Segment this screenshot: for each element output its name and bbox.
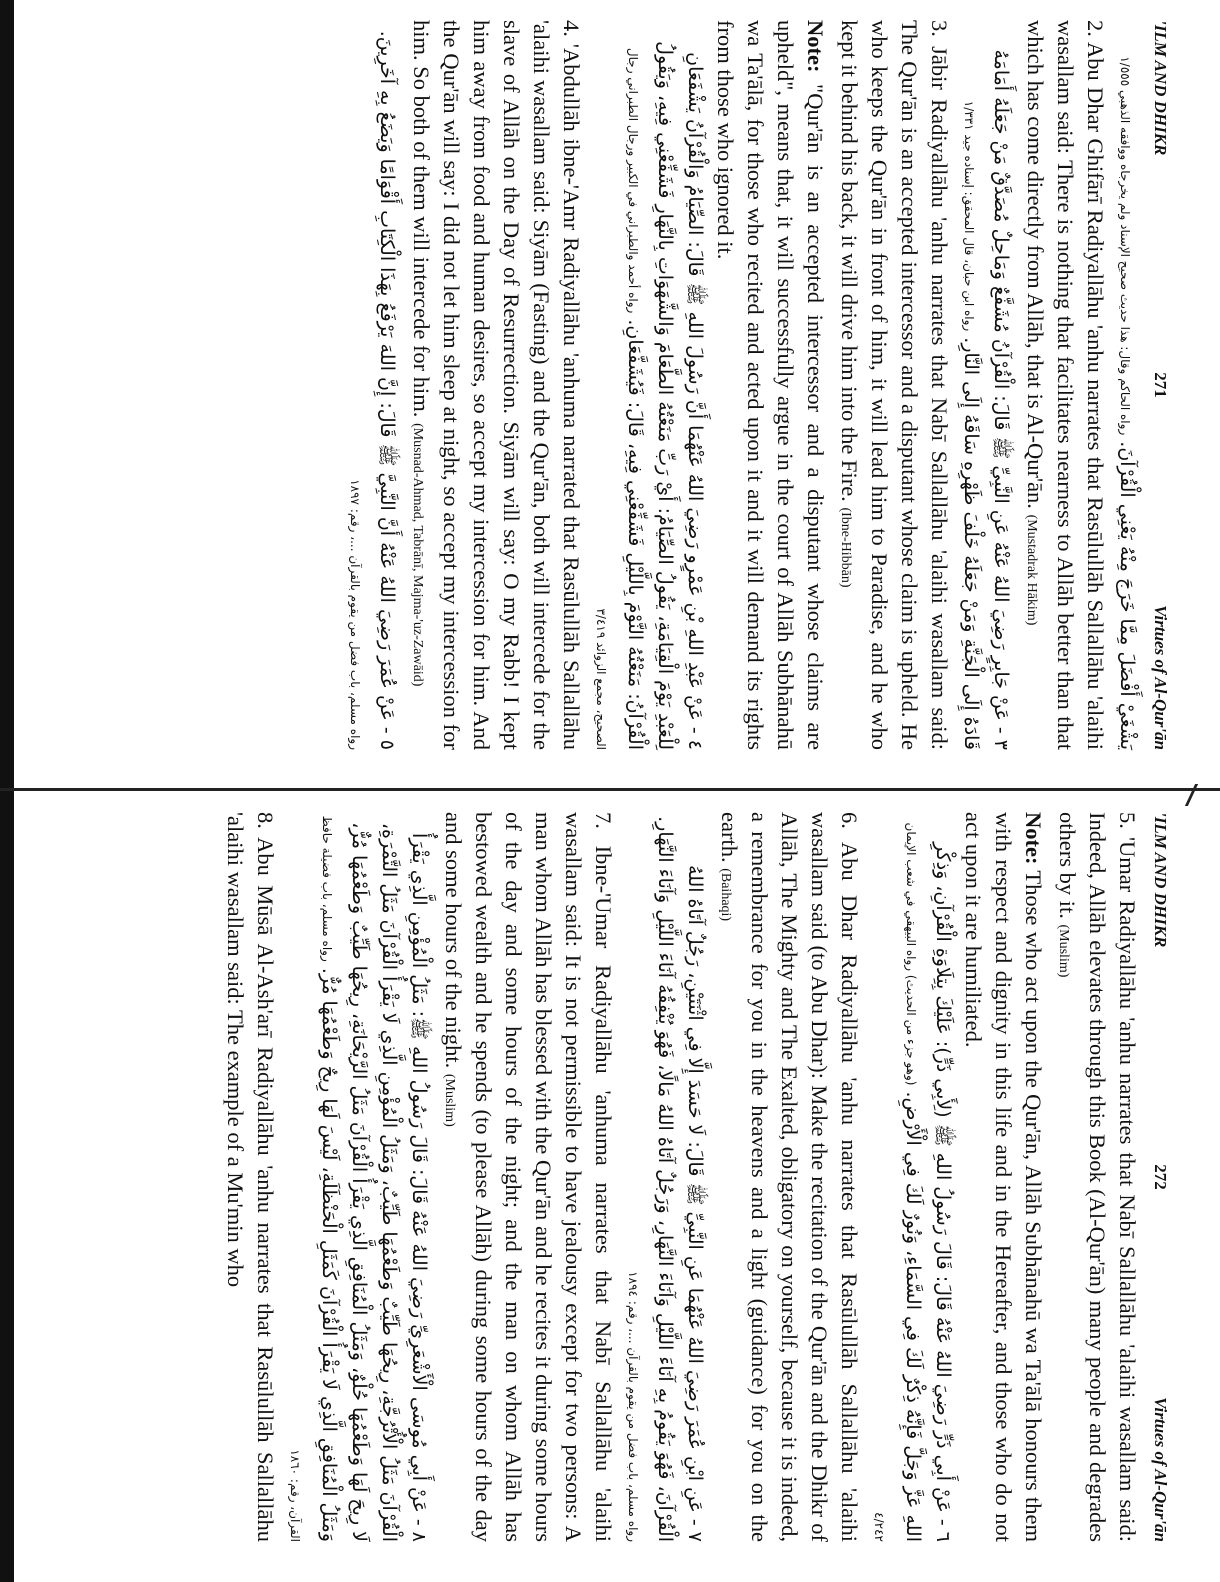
arabic-hadith: ٨ - عَنْ أَبِي مُوسَى الْأَشْعَرِيِّ رَضِيَ اللهُ عَنْهُ قَالَ: قَالَ رَسُولُ اللهِ ﷺ: مَثَلُ الْمُؤْمِنِ الَّذِي يَقْرَأُ الْقُرْآنَ مَثَلُ الْأُتْرُجَّةِ، رِيحُهَا طَيِّبٌ وَطَعْمُهَا طَيِّبٌ، وَمَثَلُ الْمُؤْمِنِ الَّذِي لَا يَقْرَأُ الْقُرْآنَ مَثَلُ التَّمْرَةِ، لَا رِيحَ لَهَا وَطَعْمُهَا حُلْوٌ، وَمَثَلُ الْمُنَافِقِ الَّذِي يَقْرَأُ الْقُرْآنَ مَثَلُ الرَّيْحَانَةِ، رِيحُهَا طَيِّبٌ وَطَعْمُهَا مُرٌّ، وَمَثَلُ الْمُنَافِقِ الَّذِي لَا يَقْرَأُ الْقُرْآنَ كَمَثَلِ الْحَنْظَلَةِ، لَيْسَ لَهَا رِيحٌ وَطَعْمُهَا مُرٌّ. bbox=[318, 822, 430, 1542]
translation: 4. 'Abdullāh ibne-'Amr Radiyallāhu 'anhuma narrated that Rasūlullāh Sallallāhu 'alaihi wasallam said: Siyām (Fasting) and the Qur'ān, both will intercede for the slave of Allāh on the Day of Resurrection. Siyām will say: O my Rabb! I kept him away from food and human desires, so accept my intercession for him. And the Qur'ān will say: I did not let him sleep at night, so accept my intercession for him. So both of them will intercede for him. bbox=[409, 20, 584, 750]
note-paragraph bbox=[710, 20, 830, 750]
translation: 7. Ibne-'Umar Radiyallāhu 'anhuma narrates that Nabī Sallallāhu 'alaihi wasallam said: It is not permissible to have jealousy except for two persons: A man whom Allāh has blessed with the Qur'ān and he recites it during some hours of the day and some hours of the night; and the man on whom Allāh has bestowed wealth and he spends (to please Allāh) during some hours of the day and some hours of the night. bbox=[441, 812, 616, 1542]
arabic-reference: رواه مسلم، باب فضل من يقوم بالقرآن ...، رقم: ١٨٩٤ bbox=[626, 1271, 640, 1542]
arabic-hadith: ٦ - عَنْ أَبِي ذَرٍّ رَضِيَ اللهُ عَنْهُ قَالَ: قَالَ رَسُولُ اللهِ ﷺ (لِأَبِي ذَرٍّ): عَلَيْكَ بِتِلَاوَةِ الْقُرْآنِ، وَذِكْرِ اللهِ عَزَّ وَجَلَّ فَإِنَّهُ ذِكْرٌ لَكَ فِي السَّمَاءِ، وَنُورٌ لَكَ فِي الْأَرْضِ. bbox=[902, 842, 954, 1542]
hadith-paragraph bbox=[830, 20, 954, 750]
note-label: Note: bbox=[803, 20, 828, 73]
source-citation: (Muslim) bbox=[1056, 924, 1071, 978]
arabic-reference: رواه مسلم، باب فضل من يقوم بالقرآن ...، رقم: ١٨٩٧ bbox=[348, 479, 362, 750]
note-text: "Qur'ān is an accepted intercessor and a disputant whose claims are upheld", means that, it will successfully argue in the court of Allāh Subhānahū wa Ta'ālā, for those who recited and acted upon it and it will demand its rights from those who ignored it. bbox=[713, 20, 828, 750]
header-chapter: Virtues of Al-Qur'ān bbox=[1151, 605, 1170, 750]
source-citation: (Muslim) bbox=[442, 1073, 457, 1127]
hadith-paragraph bbox=[1048, 812, 1142, 1542]
source-citation: (Baihaqi) bbox=[718, 868, 733, 922]
hadith-paragraph bbox=[402, 20, 586, 750]
arabic-hadith: يَشْغَيْ أَفْضَلَ مِمَّا خَرَجَ مِنْهُ يَعْنِي الْقُرْآنَ. bbox=[1116, 441, 1138, 750]
source-citation: (Ibne-Hibbān) bbox=[838, 507, 853, 588]
arabic-text bbox=[1110, 20, 1142, 750]
arabic-text bbox=[864, 812, 958, 1542]
arabic-text bbox=[340, 20, 402, 750]
header-section: 'ILM AND DHIKR bbox=[1151, 20, 1170, 156]
arabic-text bbox=[586, 20, 710, 750]
page-number: 272 bbox=[1151, 1164, 1170, 1190]
arabic-text bbox=[618, 812, 710, 1542]
translation: 8. Abu Mūsā Al-Ash'arī Radiyallāhu 'anhu narrates that Rasūlullāh Sallallāhu 'alaihi wasallam said: The example of a Mu'min who bbox=[223, 812, 278, 1542]
arabic-hadith: ٧ - عَنِ ابْنِ عُمَرَ رَضِيَ اللهُ عَنْهُمَا عَنِ النَّبِيِّ ﷺ قَالَ: لَا حَسَدَ إِلَّا فِي اثْنَتَيْنِ، رَجُلٌ آتَاهُ اللهُ الْقُرْآنَ، فَهُوَ يَقُومُ بِهِ آنَاءَ اللَّيْلِ وَآنَاءَ النَّهَارِ، وَرَجُلٌ آتَاهُ اللهُ مَالًا، فَهُوَ يُنْفِقُهُ آنَاءَ اللَّيْلِ وَآنَاءَ النَّهَارِ. bbox=[654, 816, 706, 1542]
note-text: Those who act upon the Qur'ān, Allāh Subhānahū wa Ta'ālā honours them with respect and dignity in this life and in the Hereafter, and those who do not act upon it are humiliated. bbox=[961, 812, 1046, 1543]
page-271 bbox=[0, 0, 1220, 790]
arabic-hadith: ٥ - عَنْ عُمَرَ رَضِيَ اللهُ عَنْهُ أَنَّ النَّبِيَّ ﷺ قَالَ: إِنَّ اللهَ يَرْفَعُ بِهَذَا الْكِتَابِ أَقْوَامًا وَيَضَعُ بِهِ آخَرِينَ. bbox=[376, 30, 398, 750]
hadith-paragraph bbox=[434, 812, 618, 1542]
arabic-reference: رواه مسلم، باب فضيلة حافظ القرآن، رقم: ١٨٦٠ bbox=[288, 815, 334, 1542]
running-header bbox=[1142, 812, 1170, 1542]
note-label: Note: bbox=[1021, 812, 1046, 865]
hadith-paragraph bbox=[710, 812, 864, 1542]
arabic-hadith: ٤ - عَنْ عَبْدِ اللهِ بْنِ عَمْرٍو رَضِيَ اللهُ عَنْهُمَا أَنَّ رَسُولَ اللهِ ﷺ قَالَ: الصِّيَامُ وَالْقُرْآنُ يَشْفَعَانِ لِلْعَبْدِ يَوْمَ الْقِيَامَةِ، يَقُولُ الصِّيَامُ: أَيْ رَبِّ مَنَعْتُهُ الطَّعَامَ وَالشَّهَوَاتِ بِالنَّهَارِ فَشَفِّعْنِي فِيهِ، وَيَقُولُ الْقُرْآنُ: مَنَعْتُهُ النَّوْمَ بِاللَّيْلِ فَشَفِّعْنِي فِيهِ، قَالَ: فَيُشَفَّعَانِ. bbox=[624, 41, 706, 750]
arabic-reference: رواه الحاكم وقال: هذا حديث صحيح الإسناد ولم يخرجاه ووافقه الذهبي ١/٥٥٥ bbox=[1118, 56, 1132, 436]
source-citation: (Musnad-Ahmad, Tabrānī, Majma-'uz-Zawāid) bbox=[410, 423, 425, 687]
hadith-paragraph bbox=[220, 812, 280, 1542]
translation: 2. Abu Dhar Ghifārī Radiyallāhu 'anhu narrates that Rasūlullāh Sallallāhu 'alaihi wasallam said: There is nothing that facilitates nearness to Allāh better than that which has come directly from Allāh, that is Al-Qur'ān. bbox=[1023, 20, 1108, 750]
header-chapter: Virtues of Al-Qur'ān bbox=[1151, 1397, 1170, 1542]
page-271-content bbox=[30, 0, 1170, 770]
running-header bbox=[1142, 20, 1170, 750]
arabic-reference: رواه أحمد والطبراني في الكبير ورجال الطبراني رجال الصحيح، مجمع الزوائد ٣/٤١٩ bbox=[594, 47, 640, 750]
translation: 3. Jābir Radiyallāhu 'anhu narrates that Nabī Sallallāhu 'alaihi wasallam said: The Qur'ān is an accepted intercessor and a disputant whose claim is upheld. He who keeps the Qur'ān in front of him, it will lead him to Paradise, and he who kept it behind his back, it will drive him into the Fire. bbox=[837, 20, 952, 750]
arabic-text bbox=[280, 812, 434, 1542]
page-number: 271 bbox=[1151, 372, 1170, 398]
source-citation: (Mustadrak Hākim) bbox=[1024, 514, 1039, 626]
arabic-hadith: ٣ - عَنْ جَابِرٍ رَضِيَ اللهُ عَنْهُ عَنِ النَّبِيِّ ﷺ قَالَ: الْقُرْآنُ مُشَفَّعٌ وَمَاحِلٌ مُصَدَّقٌ مَنْ جَعَلَهُ أَمَامَهُ قَادَهُ إِلَى الْجَنَّةِ وَمَنْ جَعَلَهُ خَلْفَ ظَهْرِهِ سَاقَهُ إِلَى النَّارِ. bbox=[960, 49, 1012, 750]
arabic-reference: رواه ابن حبان، قال المحقق: إسناده جيد ١/٣٣١ bbox=[962, 100, 976, 332]
translation: 6. Abu Dhar Radiyallāhu 'anhu narrates that Rasūlullāh Sallallāhu 'alaihi wasallam said (to Abu Dhar): Make the recitation of the Qur'ān and the Dhikr of Allāh, The Mighty and The Exalted, obligatory on yourself, because it is indeed, a remembrance for you in the heavens and a light (guidance) for you on the earth. bbox=[717, 812, 862, 1542]
page-272 bbox=[0, 792, 1220, 1582]
page-272-content bbox=[30, 792, 1170, 1562]
header-section: 'ILM AND DHIKR bbox=[1151, 812, 1170, 948]
hadith-paragraph bbox=[1016, 20, 1110, 750]
arabic-text bbox=[954, 20, 1016, 750]
note-paragraph bbox=[958, 812, 1048, 1542]
translation: 5. 'Umar Radiyallāhu 'anhu narrates that Nabī Sallallāhu 'alaihi wasallam said: Indeed, Allāh elevates through this Book (Al-Qur'ān) many people and degrades others by it. bbox=[1055, 812, 1140, 1542]
page-fold bbox=[0, 788, 1220, 791]
arabic-reference: (وهو جزء من الحديث) رواه البيهقي في شعب الإيمان ٤/٢٤٢ bbox=[872, 822, 918, 1542]
